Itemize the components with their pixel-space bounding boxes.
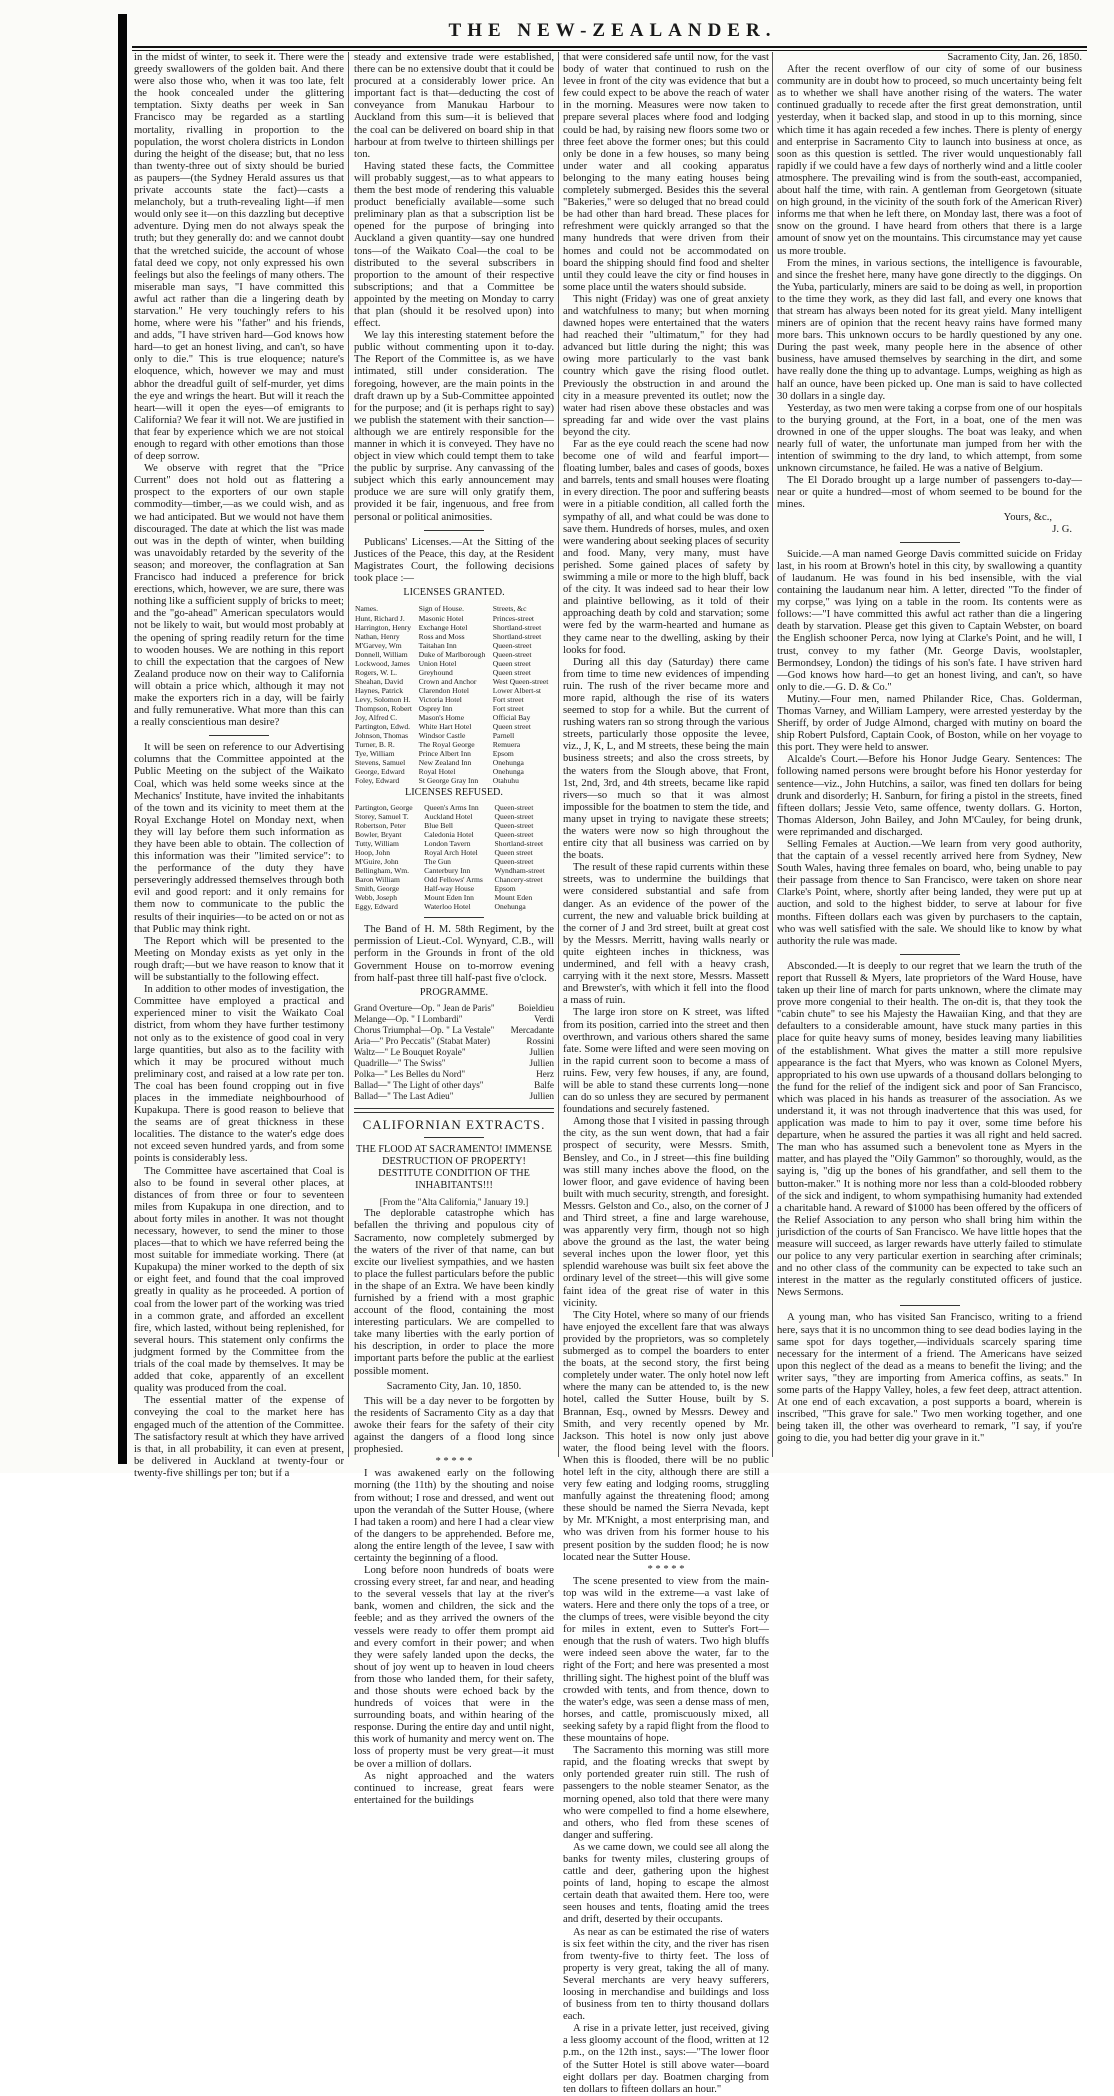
paragraph: Yesterday, as two men were taking a corpse from one of our hospitals to the burying ground, at the Fort, in a boat, one of the men was drowned in one of the upper sloughs. The boat was leaky, and when nearly full of water, the unfortunate man jumped from her with the intention of swimming to the dry land, to which attempt, from some unknown circumstance, he failed. He was a native of Belgium. (777, 402, 1082, 475)
table-cell: Taitahan Inn (418, 641, 457, 651)
table-cell: Ross and Moss (418, 632, 465, 642)
programme-piece: Melange—Op. " I Lombardi" (354, 1013, 463, 1024)
table-row (354, 866, 554, 875)
column-rule (348, 52, 349, 1457)
table-cell: Parnell (492, 731, 515, 741)
column-rule (558, 52, 559, 1457)
table-cell: London Tavern (424, 839, 471, 849)
separator (354, 1108, 554, 1113)
table-cell: Johnson, Thomas (355, 731, 409, 741)
programme-piece: Polka—" Les Belles du Nord" (354, 1068, 466, 1079)
table-cell: Queen-street (494, 857, 534, 867)
programme-piece: Quadrille—" The Swiss" (354, 1057, 446, 1068)
column-2 (354, 52, 554, 1806)
paragraph: Having stated these facts, the Committee will probably suggest,—as to what appears to them the best mode of rendering this valuable product beneficially available—some such preliminary plan as that a subscription list be opened for the purpose of bringing into Auckland a given quantity—say one hundred tons—of the Waikato Coal—the coal to be distributed to the several subscribers in proportion to the amount of their respective subscriptions; and that a Committee be appointed by the meeting on Monday to carry that plan (should it be resolved upon) into effect. (354, 160, 554, 330)
table-cell: Queen-street (494, 812, 534, 822)
table-cell: Odd Fellows' Arms (424, 875, 483, 885)
table-cell: Royal Arch Hotel (424, 848, 478, 858)
paragraph: Selling Females at Auction.—We learn from very good authority, that the captain of a vessel recently arrived here from Sydney, New South Wales, having three females on board, who, being unable to pay their passage from thence to San Francisco, were taken on shore near Clarke's Point, where, shortly after being landed, they were put up at auction, and sold to the highest bidder, to serve at labour for five months. Fifteen dollars each was given by purchasers to the captain, who was well satisfied with the sale. We should like to know by what authority the rule was made. (777, 839, 1082, 947)
separator (424, 530, 484, 531)
separator (209, 735, 269, 736)
separator (900, 954, 960, 955)
table-cell: Hunt, Richard J. (355, 614, 405, 624)
table-cell: Queen street (492, 659, 531, 669)
table-cell: Robertson, Peter (355, 821, 406, 831)
masthead-rule (132, 46, 1087, 51)
table-row (354, 668, 554, 677)
table-cell: New Zealand Inn (418, 758, 472, 768)
paragraph: In addition to other modes of investigation, the Committee have employed a practical and experienced miner to visit the Waikato Coal district, from whom they have further testimony not only as to the existence of good coal in very large quantities, but also as to the facility with which it may be procured without much preliminary cost, and raised at a low rate per ton. The coal has been found cropping out in five places in the immediate neighbourhood of Kupakupa. There is good reason to believe that the seams are of great thickness in these localities. The distance to the water's edge does not exceed seven hundred yards, and from some points is considerably less. (134, 984, 344, 1165)
licenses-refused-table (354, 803, 554, 911)
table-cell: Duke of Marlborough (418, 650, 486, 660)
table-cell: M'Garvey, Wm (355, 641, 402, 651)
table-cell: Turner, B. R. (355, 740, 395, 750)
table-cell: Mount Eden Inn (424, 893, 474, 903)
table-cell: Queen-street (494, 821, 534, 831)
table-cell: Partington, George (355, 803, 413, 813)
table-row (354, 767, 554, 776)
table-cell: Onehunga (492, 767, 524, 777)
table-cell: Foley, Edward (355, 776, 400, 786)
table-cell: Queen street (492, 722, 531, 732)
table-row (354, 722, 554, 731)
table-cell: Chancery-street (494, 875, 543, 885)
separator (424, 917, 484, 918)
table-cell: Fort street (492, 704, 524, 714)
article-source: [From the "Alta California," January 19.] (379, 1197, 529, 1208)
programme-piece: Grand Overture—Op. " Jean de Paris" (354, 1002, 495, 1013)
table-cell: Official Bay (492, 713, 531, 723)
paragraph: Alcalde's Court.—Before his Honor Judge Geary. Sentences: The following named persons were brought before his Honor yesterday for sentence—viz., John Hutchins, a sailor, was fined ten dollars for being drunk and disorderly; H. Sanburn, for firing a pistol in the streets, fined fifteen dollars; Jessie Veto, same offence, twenty dollars. G. Horton, Thomas Alderson, John Bailey, and John M'Cauley, for being drunk, were reprimanded and discharged. (777, 754, 1082, 838)
paragraph: It will be seen on reference to our Advertising columns that the Committee appointed at the Public Meeting on the subject of the Waikato Coal, which was held some weeks since at the Mechanics' Institute, have invited the inhabitants of the town and its vicinity to meet them at the Royal Exchange Hotel on Monday next, when they will lay before them such information as they have been able to obtain. The collection of this information was their "limited service": to the performance of the duty they have perseveringly addressed themselves through both evil and good report: and it only remains for them now to communicate to the public the results of their inquiries—to be acted on or not as that Public may think right. (134, 742, 344, 935)
table-cell: Royal Hotel (418, 767, 456, 777)
programme-piece: Aria—" Pro Peccatis" (Stabat Mater) (354, 1035, 491, 1046)
table-cell: West Queen-street (492, 677, 549, 687)
table-row (354, 686, 554, 695)
table-cell: Hoop, John (355, 848, 391, 858)
signoff: Yours, &c., (1003, 511, 1052, 523)
table-cell: Stevens, Samuel (355, 758, 406, 768)
paragraph: As night approached and the waters continued to increase, great fears were entertained for the buildings (354, 1770, 554, 1806)
programme-composer: Boieldieu (518, 1002, 554, 1013)
table-row (354, 731, 554, 740)
table-cell: Tutty, William (355, 839, 399, 849)
paragraph: The result of these rapid currents within these streets, was to undermine the buildings that were considered substantial and safe from danger. As an evidence of the power of the current, the new and valuable brick building at the corner of J and 3rd street, built at great cost by the Messrs. Merritt, having walls nearly or quite eighteen inches in thickness, was undermined, and fell with a heavy crash, carrying with it the next store, Messrs. Massett and Brewster's, with which it fell into the flood a mass of ruin. (563, 862, 769, 1007)
paragraph: As we came down, we could see all along the banks for twenty miles, clustering groups of cattle and deer, gathering upon the highest points of land, hoping to escape the almost certain death that awaited them. Here too, were seen houses and tents, floating amid the trees and drift, deserted by their occupants. (563, 1841, 769, 1926)
programme-composer: Balfe (534, 1079, 554, 1090)
paragraph: that were considered safe until now, for the vast body of water that continued to rush on the levee in front of the city was evidence that but a few could expect to be above the reach of water in the morning. Measures were now taken to prepare several places where food and lodging could be had, by raising new floors some two or three feet above the former ones; but this could only be done in a few houses, so many being under water and all cooking apparatus belonging to the many eating houses being completely submerged. Besides this the several "Bakeries," were so deluged that no bread could be had other than hard bread. These places for refreshment were quickly arranged so that the many hundreds that were driven from their homes and could not be accommodated on board the shipping should find food and shelter until they could leave the city or find houses in some place until the waters should subside. (563, 52, 769, 293)
table-cell: Victoria Hotel (418, 695, 462, 705)
table-cell: Fort street (492, 695, 524, 705)
table-row (354, 839, 554, 848)
table-cell: George, Edward (355, 767, 405, 777)
paragraph: We observe with regret that the "Price Current" does not hold out as flattering a prospect to the exporters of our own staple commodity—timber,—as we could wish, and as we had anticipated. But we would not have them discouraged. The date at which the list was made out was in the depth of winter, when building was unavoidably retarded by the severity of the season; and moreover, the conflagration at San Francisco had induced a preference for brick erections, which, however, we are sure, there was nothing like a sufficient supply of bricks to meet; and the "go-ahead" American speculators would not be likely to wait, but would most probably at the opening of spring readily return for the time to wooden houses. We are nothing in this report to chill the expectation that the cargoes of New Zealand produce now on their way to California will obtain a price which, although it may not make the exporters rich in a day, will be fairly and fully remunerative. What more than this can a really conscientious man desire? (134, 463, 344, 729)
programme-composer: Jullien (529, 1046, 554, 1057)
separator (900, 542, 960, 543)
table-cell: Onehunga (494, 902, 526, 912)
table-cell: Donnell, William (355, 650, 408, 660)
table-row (354, 884, 554, 893)
table-row (354, 740, 554, 749)
table-cell: Canterbury Inn (424, 866, 471, 876)
table-row (354, 623, 554, 632)
table-cell: Nathan, Henry (355, 632, 400, 642)
table-cell: Greyhound (418, 668, 453, 678)
table-cell: Blue Bell (424, 821, 454, 831)
table-cell: Epsom (492, 749, 514, 759)
table-row (354, 812, 554, 821)
programme-title: PROGRAMME. (419, 986, 489, 998)
table-cell: Otahuhu (492, 776, 519, 786)
table-row (354, 632, 554, 641)
programme-composer: Mercadante (510, 1024, 554, 1035)
table-row (354, 902, 554, 911)
table-cell: Shortland-street (492, 632, 542, 642)
table-cell: Wyndham-street (494, 866, 545, 876)
table-cell: Tye, William (355, 749, 395, 759)
table-cell: Bowler, Bryant (355, 830, 402, 840)
table-cell: Eggy, Edward (355, 902, 398, 912)
table-cell: Queen-street (492, 650, 532, 660)
table-cell: Half-way House (424, 884, 475, 894)
table-cell: Shortland-street (494, 839, 544, 849)
programme-item (354, 1091, 554, 1102)
table-cell: Smith, George (355, 884, 400, 894)
paragraph: The essential matter of the expense of conveying the coal to the market here has engaged much of the attention of the Committee. The satisfactory result at which they have arrived is that, in all probability, it can even at present, be delivered in Auckland at twenty-four or twenty-five shillings per ton; but if a (134, 1395, 344, 1479)
table-cell: Levy, Solomon H. (355, 695, 411, 705)
table-row (354, 803, 554, 812)
table-cell: Onehunga (492, 758, 524, 768)
table-cell: Queen's Arms Inn (424, 803, 479, 813)
table-row (354, 650, 554, 659)
paragraph: I was awakened early on the following morning (the 11th) by the shouting and noise from without; I rose and dressed, and went out upon the verandah of the Sutter House, (where I had taken a room) and here I had a clear view of the dangers to be apprehended. Before me, along the entire length of the levee, I saw with certainty the beginning of a flood. (354, 1468, 554, 1564)
paragraph: Suicide.—A man named George Davis committed suicide on Friday last, in his room at Brown's hotel in this city, by swallowing a quantity of laudanum. He was found in his bed insensible, with the vial containing the laudanum near him. A letter, directed "To the finder of my corpse," was lying on a table in the room. Its contents were as follows:—"I have committed this awful act rather than die a lingering death by starvation. Please get this given to Captain Webster, on board the English schooner Perca, now lying at Clarke's Point, and he will, I trust, convey to my father (Mr. George Davis, woolstapler, Bermondsey, London) the tidings of his son's fate. I have striven hard—God knows how hard—to get an honest living, and can't, so have only to die.—G. D. & Co." (777, 548, 1082, 693)
table-cell: Sheahan, David (355, 677, 404, 687)
licenses-granted-title: LICENSES GRANTED. (403, 587, 505, 599)
table-row (354, 614, 554, 623)
column-header: Names. (355, 604, 378, 614)
table-cell: Waterloo Hotel (424, 902, 471, 912)
licenses-intro: Publicans' Licenses.—At the Sitting of the Justices of the Peace, this day, at the Resident Magistrates Court, the following decisions took place :— (354, 536, 554, 584)
table-row (354, 857, 554, 866)
programme-item (354, 1080, 554, 1091)
paragraph: Mutiny.—Four men, named Philander Rice, Chas. Golderman, Thomas Varney, and William Lampery, were arrested yesterday by the Sheriff, by order of Judge Almond, charged with mutiny on board the ship Robert Pulsford, Captain Cook, of Boston, while on her voyage to this port. They were held to answer. (777, 693, 1082, 754)
paragraph: The Committee have ascertained that Coal is also to be found in several other places, at distances of from three or four to seventeen miles from Kupakupa in one direction, and to about forty miles in another. It was not thought necessary, however, to send the miner to those places—that to which we have referred being the most suitable for immediate working. There (at Kupakupa) the miner worked to the depth of six or eight feet, and found that the coal improved greatly in quality as he proceeded. A portion of coal from the lower part of the working was tried in a common grate, and afforded an excellent fire, which lasted, without being replenished, for several hours. This statement only confirms the judgment formed by the Committee from the trials of the coal made by themselves. It may be added that coke, apparently of an excellent quality was produced from the coal. (134, 1165, 344, 1395)
table-cell: Mount Eden (494, 893, 533, 903)
table-cell: Osprey Inn (418, 704, 453, 714)
column-1 (134, 52, 344, 1479)
paragraph: in the midst of winter, to seek it. There were the greedy swallowers of the golden bait. And there were also those who, when it was too late, felt the hook concealed under the glittering temptation. Sixty deaths per week in San Francisco may be regarded as a startling mortality, rivalling in proportion to the population, the worst cholera districts in London during the height of the disease; but, that no less than twenty-three out of sixty should be buried as paupers—(the Sydney Herald assures us that private accounts state the fact)—casts a melancholy, but a truth-revealing light—if men would only see it—on this dazzling but deceptive adventure. Dying men do not always speak the truth; but they generally do: and we cannot doubt that the wretched suicide, the account of whose fatal deed we copy, not only expressed his own feelings but also the feelings of many others. The miserable man says, "I have committed this awful act rather than die a lingering death by starvation." He very touchingly refers to his home, where were his "father" and his friends, and adds, "I have striven hard—God knows how hard—to get an honest living, and can't, so have only to die." This is true eloquence; nature's eloquence, which, however we may and must abhor the dreadful guilt of self-murder, yet dims the eye and wrings the heart. But will it reach the heart—will it open the eyes—of emigrants to California? We fear it will not. We are justified in that fear by experience which we are not stoical enough to regard with other emotions than those of deep sorrow. (134, 52, 344, 463)
programme-item (354, 1069, 554, 1080)
paragraph: This night (Friday) was one of great anxiety and watchfulness to many; but when morning dawned hopes were entertained that the waters had reached their "ultimatum," for they had advanced but little during the night; this was owing more particularly to the vast bank country which gave the rising flood outlet. Previously the obstruction in and around the city in a measure prevented its outlet; now the water had risen above these obstacles and was spreading far and wide over the vast plains beyond the city. (563, 293, 769, 438)
table-cell: White Hart Hotel (418, 722, 472, 732)
table-cell: Harrington, Henry (355, 623, 412, 633)
table-row (354, 875, 554, 884)
table-cell: St George Gray Inn (418, 776, 479, 786)
licenses-granted-table (354, 603, 554, 785)
table-row (354, 776, 554, 785)
table-cell: Queen street (492, 668, 531, 678)
table-cell: M'Guire, John (355, 857, 399, 867)
paragraph: The Sacramento this morning was still more rapid, and the floating wrecks that swept by only portended greater ruin still. The rush of passengers to the noble steamer Senator, as the morning opened, also told that there were many who were compelled to find a home elsewhere, and others, who fled from these scenes of danger and suffering. (563, 1745, 769, 1841)
programme-item (354, 1058, 554, 1069)
table-cell: Baron William (355, 875, 400, 885)
paragraph: This will be a day never to be forgotten by the residents of Sacramento City as a day that awoke their fears for the safety of their city against the dangers of a flood long since prophesied. (354, 1395, 554, 1456)
paragraph: A rise in a private letter, just received, giving a less gloomy account of the flood, written at 12 p.m., on the 12th inst., says:—"The lower floor of the Sutter Hotel is still above water—board eight dollars per day. Boatmen charging from ten dollars to fifteen dollars an hour." (563, 2023, 769, 2095)
table-cell: Masonic Hotel (418, 614, 464, 624)
paragraph: Far as the eye could reach the scene had now become one of wild and fearful import—floating lumber, bales and cases of goods, boxes and barrels, tents and small houses were floating in every direction. The poor and suffering beasts were in a pitiable condition, all called forth the sympathy of all, and what could be was done to save them. Hundreds of horses, mules, and oxen were wandering about seeking places of security and food. Many, very many, must have perished. Some gained places of safety by swimming a mile or more to the high bluff, back of the city. It was indeed sad to hear their low and plaintive bellowing, as it told of their approaching death by cold and starvation; some were fed by the warm-hearted and humane as they came near to the dwelling, asking by their looks for food. (563, 439, 769, 656)
table-cell: Princes-street (492, 614, 535, 624)
table-cell: Exchange Hotel (418, 623, 468, 633)
table-cell: Joy, Alfred C. (355, 713, 398, 723)
section-title: CALIFORNIAN EXTRACTS. (362, 1116, 546, 1132)
table-cell: Partington, Edwd. (355, 722, 411, 732)
programme-item (354, 1036, 554, 1047)
paragraph: From the mines, in various sections, the intelligence is favourable, and since the freshet here, many have gone directly to the diggings. On the Yuba, particularly, miners are said to be doing as well, in proportion to the time they work, as they did last fall, and every one knows that that stream has always been noted for its great yield. Many intelligent miners are of opinion that the recent heavy rains have formed many more bars. This unknown occurs to be hardly questioned by any one. During the past week, many people here in the absence of other business, have amused themselves by searching in the dirt, and some have really done the thing up to advantage. Lumps, weighing as high as half an ounce, have been picked up. One man is said to have collected 30 dollars in a single day. (777, 257, 1082, 402)
programme-item (354, 1003, 554, 1014)
table-cell: Crown and Anchor (418, 677, 477, 687)
table-cell: Queen-street (494, 803, 534, 813)
programme-composer: Herz (536, 1068, 554, 1079)
table-cell: Storey, Samuel T. (355, 812, 409, 822)
table-row (354, 713, 554, 722)
table-cell: Lower Albert-st (492, 686, 542, 696)
paragraph: The Band of H. M. 58th Regiment, by the permission of Lieut.-Col. Wynyard, C.B., will perform in the Grounds in front of the old Government House on to-morrow evening from half-past three till half-past five o'clock. (354, 924, 554, 984)
table-cell: Remuera (492, 740, 521, 750)
table-cell: Union Hotel (418, 659, 457, 669)
table-cell: Clarendon Hotel (418, 686, 470, 696)
table-row (354, 830, 554, 839)
table-row (354, 695, 554, 704)
programme-item (354, 1025, 554, 1036)
dateline: Sacramento City, Jan. 10, 1850. (386, 1380, 522, 1392)
table-row (354, 659, 554, 668)
programme-item (354, 1014, 554, 1025)
table-cell: Webb, Joseph (355, 893, 397, 903)
table-cell: Windsor Castle (418, 731, 466, 741)
paragraph: steady and extensive trade were established, there can be no extensive doubt that it could be procured at a considerably lower price. An important fact is that—deducting the cost of conveyance from Manukau Harbour to Auckland from this sum—it is believed that the coal can be delivered on board ship in that harbour at from twelve to thirteen shillings per ton. (354, 52, 554, 160)
paragraph: The City Hotel, where so many of our friends have enjoyed the excellent fare that was always provided by the proprietors, was so completely submerged as to compel the boarders to enter the boats, at the second story, the first being completely under water. The only hotel now left where the many can be attended to, is the new hotel, called the Sutter House, built by S. Brannan, Esq., owned by Messrs. Dewey and Smith, and very recently opened by Mr. Jackson. This hotel is now only just above water, the flood being level with the floors. When this is flooded, there will be no public hotel left in the city, although there are still a very few eating and lodging rooms, struggling manfully against the threatening flood; among these should be named the Sierra Nevada, kept by Mr. M'Knight, a most enterprising man, and who was driven from his former house to his present position by the sudden flood; he is now located near the Sutter House. (563, 1309, 769, 1563)
dateline: Sacramento City, Jan. 26, 1850. (947, 52, 1082, 63)
table-cell: Lockwood, James (355, 659, 410, 669)
table-cell: Queen-street (492, 641, 532, 651)
table-cell: Queen-street (494, 830, 534, 840)
programme-piece: Ballad—" The Last Adieu" (354, 1090, 454, 1101)
paragraph: The Report which will be presented to the Meeting on Monday exists as yet only in the rough draft;—but we have reason to know that it will be substantially to the following effect. (134, 935, 344, 984)
paragraph: After the recent overflow of our city of some of our business community are in doubt how to proceed, so much uncertainty being felt as to whether we shall have another rising of the waters. The water continued gradually to recede after the first great demonstration, until yesterday, when it backed slap, and stood in up to this morning, since which time it has again receded a few inches. There is plenty of energy and enterprise in Sacramento City to launch into business at once, as soon as this question is settled. The river would unquestionably fall rapidly if we could have a few days of northerly wind and a little cooler atmosphere. The prevailing wind is from the south-east, accompanied, about half the time, with rain. A gentleman from Georgetown (situate on high ground, in the vicinity of the south fork of the American River) informs me that when he left there, on Monday last, there was a foot of snow on the ground. I have heard from others that there is a large amount of snow yet on the mountains. This circumstance may yet cause us more trouble. (777, 64, 1082, 257)
table-cell: Auckland Hotel (424, 812, 473, 822)
signature: J. G. (1052, 523, 1072, 535)
table-cell: Shortland-street (492, 623, 542, 633)
paragraph: Long before noon hundreds of boats were crossing every street, far and near, and heading to the several vessels that lay at the river's bank, women and children, the sick and the feeble; and as they arrived the owners of the vessels were ready to offer them prompt aid and every comfort in their power; and when they were safely landed upon the decks, the shout of joy went up to heaven in loud cheers from those who landed them, for their safety, and those shouts were echoed back by the hundreds of voices that were in the surrounding boats, and within hearing of the response. During the entire day and until night, this work of humanity and mercy went on. The loss of property must be very great—it must be over a million of dollars. (354, 1565, 554, 1770)
paragraph: As near as can be estimated the rise of waters is six feet within the city, and the river has risen from twenty-five to thirty feet. The loss of property is very great, taking the all of many. Several merchants are very heavy sufferers, loosing in merchandise and buildings and loss of business from ten to thirty thousand dollars each. (563, 1926, 769, 2023)
programme-composer: Jullien (529, 1057, 554, 1068)
table-cell: Mason's Home (418, 713, 465, 723)
table-row (354, 641, 554, 650)
table-row (354, 677, 554, 686)
table-cell: Bellingham, Wm. (355, 866, 410, 876)
programme-composer: Verdi (534, 1013, 554, 1024)
column-header: Sign of House. (418, 604, 464, 614)
column-header: Streets, &c (492, 604, 527, 614)
table-row (354, 758, 554, 767)
masthead: THE NEW-ZEALANDER. (448, 20, 777, 41)
table-cell: Queen street (494, 848, 533, 858)
column-4 (777, 52, 1082, 1462)
programme-item (354, 1047, 554, 1058)
table-cell: The Royal George (418, 740, 475, 750)
table-row (354, 893, 554, 902)
programme-piece: Chorus Triumphal—Op. " La Vestale" (354, 1024, 495, 1035)
table-cell: Haynes, Patrick (355, 686, 404, 696)
section-break: * * * * * (435, 1456, 473, 1468)
table-row (354, 704, 554, 713)
programme-composer: Jullien (529, 1090, 554, 1101)
table-cell: Thompson, Robert (355, 704, 412, 714)
column-3 (563, 52, 769, 2095)
table-cell: Prince Albert Inn (418, 749, 471, 759)
table-row (354, 848, 554, 857)
table-cell: Caledonia Hotel (424, 830, 474, 840)
binding-edge (118, 14, 127, 1464)
licenses-refused-title: LICENSES REFUSED. (405, 787, 503, 799)
article-headline: THE FLOOD AT SACRAMENTO! IMMENSE DESTRUCTION OF PROPERTY! DESTITUTE CONDITION OF THE INHABITANTS!!! (355, 1143, 553, 1192)
table-cell: Rogers, W. L. (355, 668, 397, 678)
programme-piece: Waltz—" Le Bouquet Royale" (354, 1046, 466, 1057)
table-row (354, 821, 554, 830)
programme-list (354, 1003, 554, 1102)
table-cell: The Gun (424, 857, 451, 867)
paragraph: The large iron store on K street, was lifted from its position, carried into the street and then overthrown, and various others shared the same fate. Some were lifted and were seen moving on in the rapid current soon to become a mass of ruins. Few, very few houses, if any, are found, will be able to stand these currents long—none can do so unless they are secured by permanent foundations and securely fastened. (563, 1007, 769, 1116)
paragraph: We lay this interesting statement before the public without commenting upon it to-day. The Report of the Committee is, as we have intimated, still under consideration. The foregoing, however, are the main points in the draft drawn up by a Sub-Committee appointed for the purpose; and (it is perhaps right to say) we publish the statement with their sanction—although we are entirely responsible for the manner in which it is conveyed. They have no object in view which could tempt them to take the public by surprise. Any canvassing of the subject which this early announcement may produce we are sure will only gratify them, provided it be fair, ingenuous, and free from personal or political animosities. (354, 330, 554, 523)
section-break: * * * * * (647, 1563, 685, 1575)
paragraph: During all this day (Saturday) there came from time to time new evidences of impending ruin. The rush of the river became more and more rapid, although the rise of its waters seemed to stop for a while. But the current of rushing waters ran so strong through the various streets, particularly those opposite the levee, viz., J, K, L, and M streets, these being the main business streets; and also the cross streets, by the waters from the Slough above, that Front, 1st, 2nd, 3rd, and 4th streets, became like rapid rivers—so much so that it was almost impossible for the boatmen to stem the tide, and many upset in trying to navigate these streets; the waters were now so high throughout the entire city that all business was carried on by the boats. (563, 656, 769, 862)
separator (900, 1305, 960, 1306)
paragraph: Absconded.—It is deeply to our regret that we learn the truth of the report that Russell & Myers, late proprietors of the Ward House, have taken up their line of march for parts unknown, where the climate may prove more congenial to their health. The on-dit is, that they took the "cabin chute" to see his Majesty the Hawaiian King, and that they are defaulters to a considerable amount, have stuck many parties in this place for quite heavy sums of money, besides leaving many liabilities of the establishment. What gives the matter a still more repulsive appearance is the fact that Myers, who was known as Colonel Myers, appropriated to his own use upwards of a thousand dollars belonging to the fund for the relief of the indigent sick and poor of San Francisco, which was placed in his hands as treasurer of the association. As we understand it, it was not through inadvertence that this was used, for application was made to him to pay it over, some time before his departure, when he assured the parties it was all right and held sacred. The man who has assumed such a benevolent tone as Myers in the matter, and has played the "Oily Gammon" so thoroughly, would, as the saying is, "dig up the bones of his grandfather, and sell them to the button-maker." It is nothing more nor less than a cold-blooded robbery of the sick and indigent, to whom sympathising humanity had extended a charitable hand. A reward of $1000 has been offered by the officers of the Relief Association to any person who shall bring him within the jurisdiction of the courts of San Francisco. We have little hopes that the measure will succeed, as larger rewards have utterly failed to stimulate our police to any very particular exertion in searching after criminals; and no other class of the community can be expected to take such an interest in the matter as the regularly constituted officers of justice. News Sermons. (777, 960, 1082, 1299)
separator (424, 1137, 484, 1138)
column-rule (772, 52, 773, 1457)
table-cell: Epsom (494, 884, 516, 894)
paragraph: The scene presented to view from the main-top was wild in the extreme—a vast lake of waters. Here and there only the tops of a tree, or the clumps of trees, were visible beyond the city for miles in extent, even to Sutter's Fort—enough that the rush of waters. Two high bluffs were indeed seen above the water, far to the right of the Fort; and here was presented a most thrilling sight. The highest point of the bluff was crowded with tents, and from thence, down to the water's edge, was seen a dense mass of men, horses, and cattle, promiscuously mixed, all seeking safety by a rapid flight from the flood to these mountains of hope. (563, 1575, 769, 1745)
paragraph: Among those that I visited in passing through the city, as the sun went down, that had a fair prospect of security, were Messrs. Smith, Bensley, and Co., in J street—this fine building was still many inches above the flood, on the lower floor, and gave evidence of having been built with much security, strength, and foresight. Messrs. Gelston and Co., also, on the corner of J and Third street, a fine and large warehouse, was apparently very firm, though not so high above the ground as the last, the water being several inches upon the lower floor, yet this splendid warehouse was built six feet above the ordinary level of the street—this will give some faint idea of the great rise of water in this vicinity. (563, 1116, 769, 1309)
programme-composer: Rossini (526, 1035, 554, 1046)
paragraph: The El Dorado brought up a large number of passengers to-day—near or quite a hundred—most of whom seemed to be bound for the mines. (777, 475, 1082, 511)
paragraph: A young man, who has visited San Francisco, writing to a friend here, says that it is no uncommon thing to see dead bodies laying in the same spot for days together,—individuals scarcely sparing time necessary for the interment of a friend. The Americans have seized upon this neglect of the dead as a means to benefit the living; and the writer says, "they are importing from America coffins, as seats." In some parts of the Happy Valley, holes, a few feet deep, attract attention. At one end of each excavation, a post supports a board, wherein is inscribed, "This grave for sale." Two men working together, and one being taken ill, the other was overheard to remark, "I say, if you're going to die, you had better dig your grave in it." (777, 1312, 1082, 1445)
programme-piece: Ballad—" The Light of other days" (354, 1079, 484, 1090)
paragraph: The deplorable catastrophe which has befallen the thriving and populous city of Sacramento, now completely submerged by the waters of the river of that name, can but excite our liveliest sympathies, and we hasten to place the fullest particulars before the public in the shape of an Extra. We have been kindly furnished by a friend with a most graphic account of the flood, containing the most interesting particulars. We are compelled to take many liberties with the early portion of his description, in order to place the more important parts before the public at the earliest possible moment. (354, 1208, 554, 1377)
table-row (354, 749, 554, 758)
